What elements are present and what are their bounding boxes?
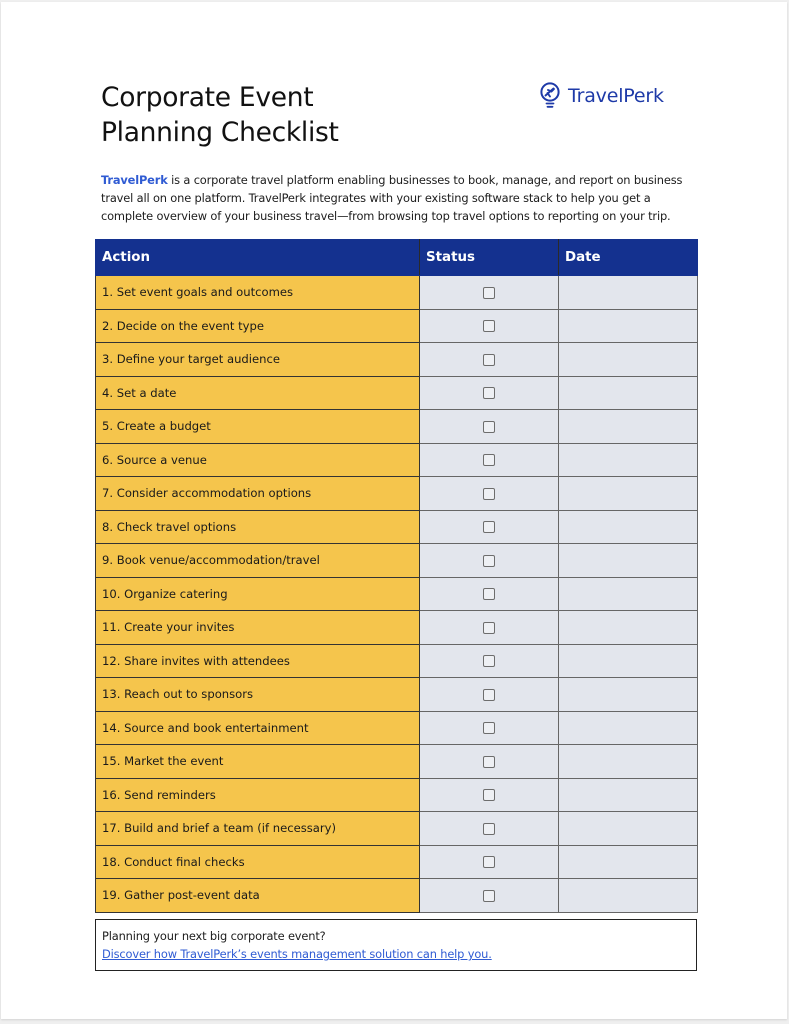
date-cell[interactable]	[559, 644, 698, 678]
date-cell[interactable]	[559, 812, 698, 846]
action-cell: 15. Market the event	[96, 745, 420, 779]
status-checkbox[interactable]	[483, 521, 495, 533]
table-row	[96, 544, 698, 578]
status-checkbox[interactable]	[483, 387, 495, 399]
action-cell: 7. Consider accommodation options	[96, 477, 420, 511]
status-cell	[420, 410, 559, 444]
status-cell	[420, 845, 559, 879]
column-header-action: Action	[96, 240, 420, 276]
status-cell	[420, 477, 559, 511]
action-cell: 4. Set a date	[96, 376, 420, 410]
status-cell	[420, 577, 559, 611]
status-checkbox[interactable]	[483, 655, 495, 667]
date-cell[interactable]	[559, 544, 698, 578]
date-cell[interactable]	[559, 309, 698, 343]
date-cell[interactable]	[559, 778, 698, 812]
status-cell	[420, 812, 559, 846]
action-cell: 11. Create your invites	[96, 611, 420, 645]
table-row	[96, 879, 698, 913]
table-header-row	[96, 240, 698, 276]
table-row	[96, 812, 698, 846]
date-cell[interactable]	[559, 343, 698, 377]
checklist-table	[95, 239, 698, 913]
status-checkbox[interactable]	[483, 588, 495, 600]
action-cell: 14. Source and book entertainment	[96, 711, 420, 745]
airplane-lightbulb-icon	[539, 82, 561, 110]
action-cell: 8. Check travel options	[96, 510, 420, 544]
status-checkbox[interactable]	[483, 488, 495, 500]
status-checkbox[interactable]	[483, 421, 495, 433]
action-cell: 18. Conduct final checks	[96, 845, 420, 879]
table-row	[96, 745, 698, 779]
date-cell[interactable]	[559, 745, 698, 779]
status-checkbox[interactable]	[483, 287, 495, 299]
date-cell[interactable]	[559, 678, 698, 712]
table-row	[96, 309, 698, 343]
status-checkbox[interactable]	[483, 756, 495, 768]
status-checkbox[interactable]	[483, 454, 495, 466]
table-row	[96, 845, 698, 879]
status-cell	[420, 678, 559, 712]
table-row	[96, 343, 698, 377]
action-cell: 13. Reach out to sponsors	[96, 678, 420, 712]
action-cell: 5. Create a budget	[96, 410, 420, 444]
table-row	[96, 778, 698, 812]
action-cell: 2. Decide on the event type	[96, 309, 420, 343]
status-cell	[420, 644, 559, 678]
table-row	[96, 443, 698, 477]
title-line-1: Corporate Event	[101, 82, 314, 113]
events-solution-link[interactable]: Discover how TravelPerk’s events management solution can help you.	[102, 947, 492, 961]
status-checkbox[interactable]	[483, 622, 495, 634]
status-cell	[420, 309, 559, 343]
title-line-2: Planning Checklist	[101, 117, 339, 148]
date-cell[interactable]	[559, 711, 698, 745]
column-header-status: Status	[420, 240, 559, 276]
date-cell[interactable]	[559, 477, 698, 511]
status-cell	[420, 544, 559, 578]
status-checkbox[interactable]	[483, 823, 495, 835]
footer-question: Planning your next big corporate event?	[102, 929, 326, 943]
date-cell[interactable]	[559, 510, 698, 544]
status-cell	[420, 745, 559, 779]
status-cell	[420, 711, 559, 745]
table-row	[96, 711, 698, 745]
action-cell: 17. Build and brief a team (if necessary)	[96, 812, 420, 846]
table-row	[96, 410, 698, 444]
date-cell[interactable]	[559, 376, 698, 410]
status-checkbox[interactable]	[483, 689, 495, 701]
action-cell: 3. Define your target audience	[96, 343, 420, 377]
document-page	[1, 2, 787, 1019]
status-checkbox[interactable]	[483, 320, 495, 332]
status-cell	[420, 343, 559, 377]
date-cell[interactable]	[559, 879, 698, 913]
date-cell[interactable]	[559, 276, 698, 310]
date-cell[interactable]	[559, 410, 698, 444]
action-cell: 12. Share invites with attendees	[96, 644, 420, 678]
action-cell: 10. Organize catering	[96, 577, 420, 611]
date-cell[interactable]	[559, 577, 698, 611]
status-checkbox[interactable]	[483, 354, 495, 366]
column-header-date: Date	[559, 240, 698, 276]
table-row	[96, 376, 698, 410]
intro-brand: TravelPerk	[101, 173, 168, 187]
table-row	[96, 644, 698, 678]
date-cell[interactable]	[559, 845, 698, 879]
status-cell	[420, 276, 559, 310]
status-checkbox[interactable]	[483, 555, 495, 567]
intro-text: is a corporate travel platform enabling businesses to book, manage, and report on business travel all on one platform. TravelPerk integrates with your existing software stack to help you get a complete overview of your business travel—from browsing top travel options to reporting on your trip.	[101, 173, 683, 223]
table-row	[96, 276, 698, 310]
travelperk-logo	[539, 82, 664, 110]
status-cell	[420, 778, 559, 812]
action-cell: 6. Source a venue	[96, 443, 420, 477]
table-row	[96, 678, 698, 712]
action-cell: 1. Set event goals and outcomes	[96, 276, 420, 310]
status-checkbox[interactable]	[483, 722, 495, 734]
date-cell[interactable]	[559, 611, 698, 645]
status-cell	[420, 443, 559, 477]
status-checkbox[interactable]	[483, 890, 495, 902]
action-cell: 9. Book venue/accommodation/travel	[96, 544, 420, 578]
status-cell	[420, 510, 559, 544]
status-cell	[420, 879, 559, 913]
action-cell: 19. Gather post-event data	[96, 879, 420, 913]
intro-paragraph	[101, 171, 701, 225]
date-cell[interactable]	[559, 443, 698, 477]
status-cell	[420, 376, 559, 410]
status-checkbox[interactable]	[483, 856, 495, 868]
status-cell	[420, 611, 559, 645]
table-row	[96, 510, 698, 544]
action-cell: 16. Send reminders	[96, 778, 420, 812]
table-row	[96, 611, 698, 645]
status-checkbox[interactable]	[483, 789, 495, 801]
footer-callout	[95, 919, 697, 971]
page-title	[101, 80, 339, 150]
logo-text: TravelPerk	[568, 85, 664, 107]
table-row	[96, 577, 698, 611]
table-row	[96, 477, 698, 511]
